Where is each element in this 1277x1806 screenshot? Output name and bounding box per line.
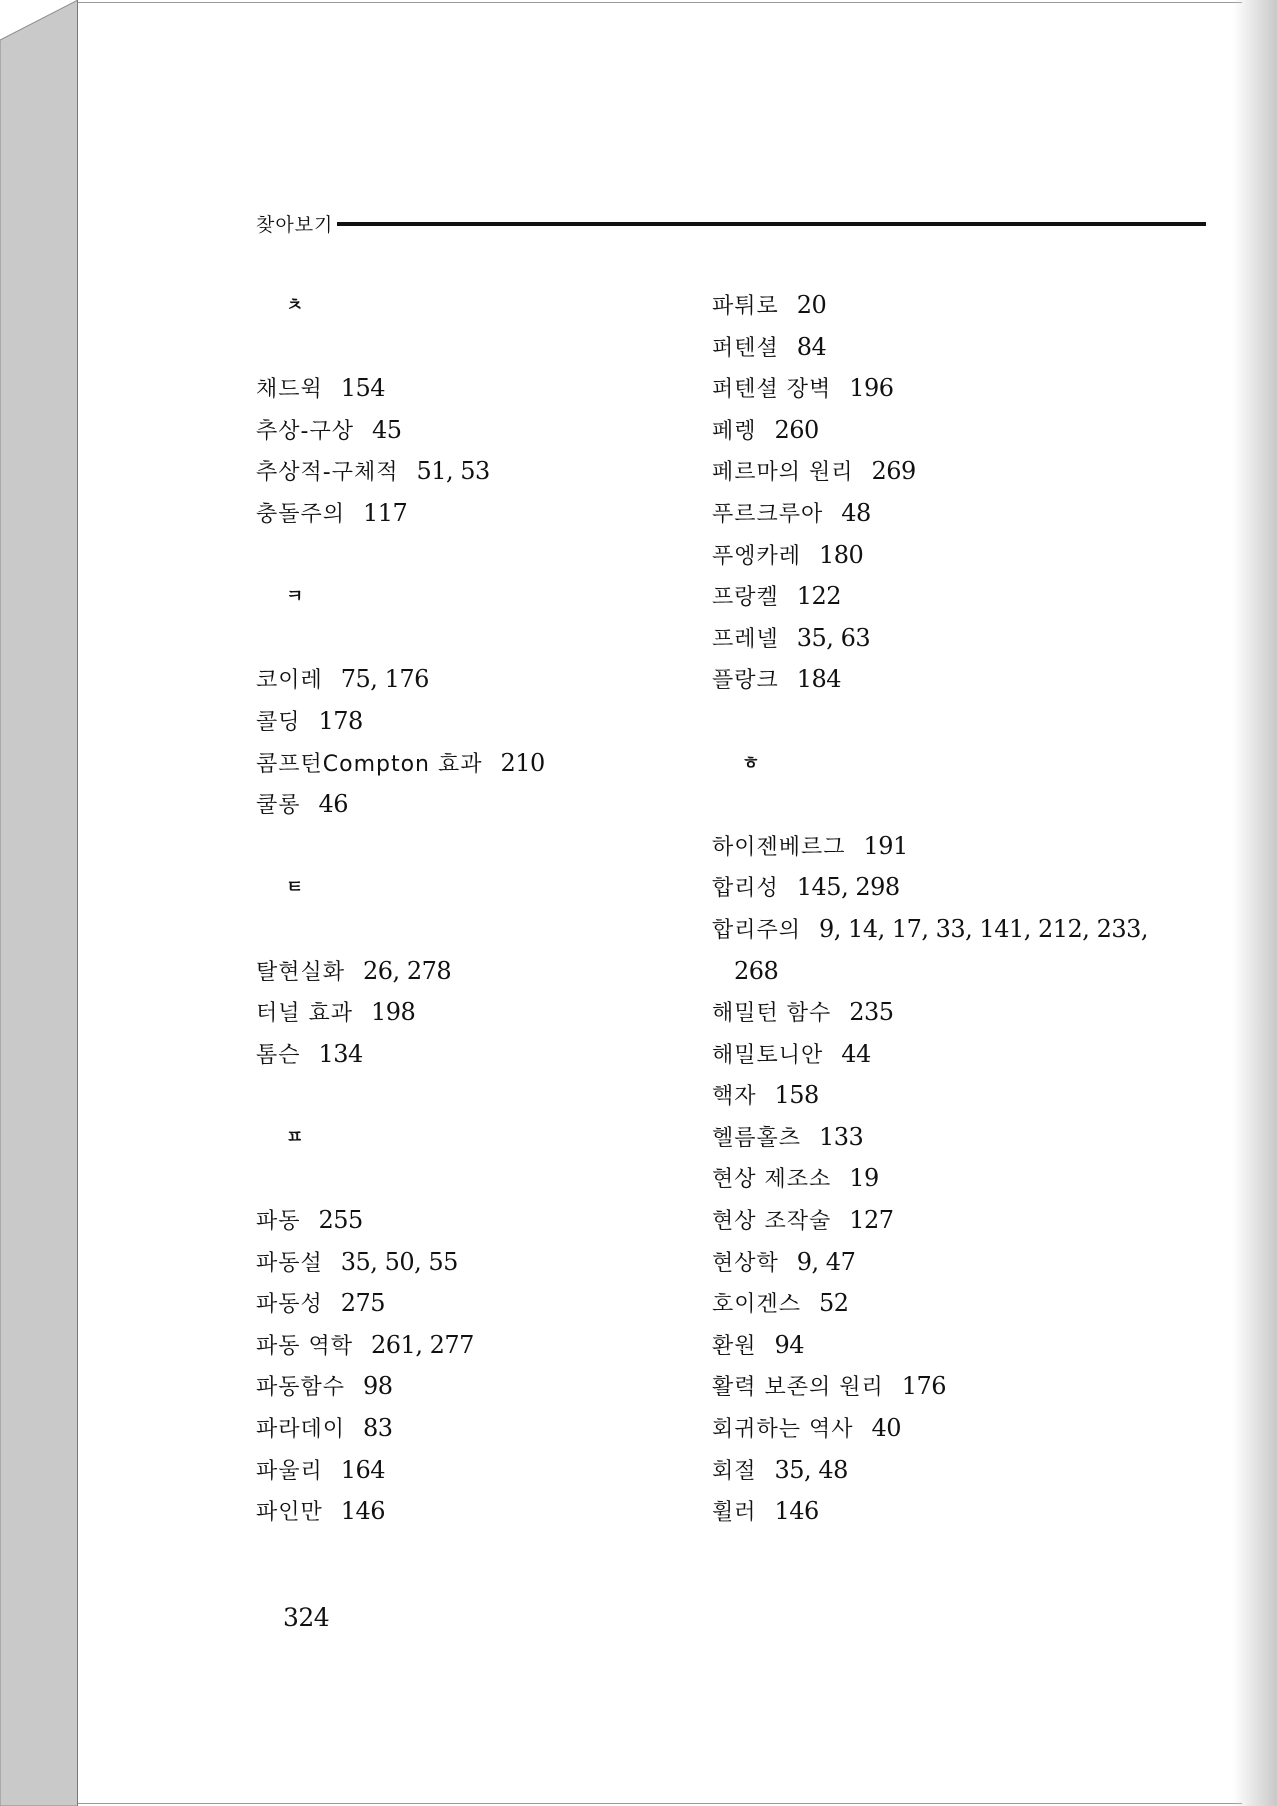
index-entry-term: 푸엥카레 xyxy=(712,543,802,569)
index-entry xyxy=(256,701,696,743)
index-section-heading: ㅎ xyxy=(742,752,759,774)
index-entry xyxy=(712,1075,1232,1117)
index-entry-pages: 164 xyxy=(340,1455,386,1484)
index-entry-continuation xyxy=(712,951,1232,993)
page-number: 324 xyxy=(283,1603,330,1632)
index-entry-pages: 145, 298 xyxy=(796,873,900,902)
index-entry-term: 파동 역학 xyxy=(256,1333,354,1359)
index-entry-term: 하이젠베르그 xyxy=(712,834,846,860)
index-spacer xyxy=(256,1075,696,1117)
index-page xyxy=(78,2,1242,1804)
index-entry xyxy=(256,410,696,452)
index-entry-term: 플랑크 xyxy=(712,668,779,694)
index-entry-term: 합리주의 xyxy=(712,917,802,943)
index-entry-term: 프레넬 xyxy=(712,626,779,652)
index-entry-pages: 260 xyxy=(774,415,819,444)
index-entry-term: 파인만 xyxy=(256,1500,323,1526)
index-entry xyxy=(712,1491,1232,1533)
index-entry xyxy=(256,992,696,1034)
index-entry xyxy=(256,1325,696,1367)
index-entry-pages: 275 xyxy=(340,1289,386,1318)
index-entry-term: 합리성 xyxy=(712,876,779,902)
running-head-rule xyxy=(337,222,1206,226)
index-entry-term: 파동함수 xyxy=(256,1375,346,1401)
index-entry-term: 해밀턴 함수 xyxy=(712,1001,832,1027)
index-entry-pages: 210 xyxy=(500,748,545,777)
index-entry xyxy=(712,327,1232,369)
index-entry-pages: 158 xyxy=(774,1081,819,1110)
index-entry-term: 환원 xyxy=(712,1333,757,1359)
index-entry-pages: 40 xyxy=(871,1414,902,1443)
index-entry xyxy=(256,951,696,993)
index-entry-pages: 83 xyxy=(363,1414,393,1443)
index-entry xyxy=(256,1491,696,1533)
index-entry-term: 현상 조작술 xyxy=(712,1209,832,1235)
index-entry xyxy=(256,1200,696,1242)
index-entry-term: 채드윅 xyxy=(256,377,323,403)
index-entry-pages: 235 xyxy=(849,998,894,1027)
index-entry-pages: 45 xyxy=(371,415,402,444)
index-entry xyxy=(256,1034,696,1076)
index-entry-term: 쿨롱 xyxy=(256,793,301,819)
index-entry xyxy=(712,1117,1232,1159)
index-entry-term: 콤프턴Compton 효과 xyxy=(256,751,483,777)
index-spacer xyxy=(256,618,696,660)
index-entry-term: 콜딩 xyxy=(256,709,301,735)
index-entry-term: 호이겐스 xyxy=(712,1292,802,1318)
index-entry xyxy=(712,826,1232,868)
index-entry-term: 파울리 xyxy=(256,1458,323,1484)
index-section-heading: ㅍ xyxy=(286,1126,303,1148)
index-entry-pages: 35, 63 xyxy=(796,623,871,652)
index-entry xyxy=(712,1325,1232,1367)
index-entry xyxy=(712,1034,1232,1076)
index-spacer xyxy=(256,1158,696,1200)
index-entry xyxy=(256,368,696,410)
index-entry-pages: 176 xyxy=(901,1372,947,1401)
page-edge-shadow xyxy=(1233,0,1277,1806)
index-entry xyxy=(712,909,1232,951)
index-entry xyxy=(712,1450,1232,1492)
index-entry xyxy=(712,1200,1232,1242)
index-spacer xyxy=(712,701,1232,743)
index-entry-pages: 134 xyxy=(318,1039,363,1068)
index-entry-pages: 84 xyxy=(796,332,827,361)
index-entry-pages: 117 xyxy=(363,498,408,527)
index-entry xyxy=(712,1158,1232,1200)
index-spacer xyxy=(256,909,696,951)
index-entry xyxy=(712,535,1232,577)
index-entry-pages: 268 xyxy=(734,956,779,985)
running-head xyxy=(256,208,1206,238)
index-entry-pages: 9, 47 xyxy=(796,1247,856,1276)
index-entry-pages: 98 xyxy=(363,1372,393,1401)
index-entry-pages: 191 xyxy=(863,831,908,860)
running-head-title: 찾아보기 xyxy=(256,213,334,236)
index-entry-pages: 269 xyxy=(871,457,916,486)
index-entry-pages: 127 xyxy=(849,1206,894,1235)
index-entry-pages: 198 xyxy=(371,998,416,1027)
index-entry xyxy=(712,1283,1232,1325)
index-entry-term: 파동성 xyxy=(256,1292,323,1318)
index-entry-pages: 261, 277 xyxy=(371,1330,474,1359)
index-entry-term: 헬름홀츠 xyxy=(712,1125,802,1151)
index-entry xyxy=(256,493,696,535)
index-entry xyxy=(712,285,1232,327)
index-entry xyxy=(712,867,1232,909)
index-entry-term: 페르마의 원리 xyxy=(712,460,854,486)
index-section-heading: ㅌ xyxy=(286,877,303,899)
index-entry-term: 추상적-구체적 xyxy=(256,460,399,486)
index-entry-pages: 35, 50, 55 xyxy=(340,1247,458,1276)
index-spacer xyxy=(712,784,1232,826)
index-entry-term: 핵자 xyxy=(712,1084,757,1110)
index-entry-term: 프랑켈 xyxy=(712,585,779,611)
index-entry-pages: 255 xyxy=(318,1206,363,1235)
index-entry-pages: 35, 48 xyxy=(774,1455,848,1484)
index-entry-term: 회귀하는 역사 xyxy=(712,1417,854,1443)
index-entry-term: 코이레 xyxy=(256,668,323,694)
index-entry xyxy=(712,410,1232,452)
book-spine xyxy=(0,0,78,1806)
index-entry xyxy=(256,784,696,826)
index-entry xyxy=(256,1283,696,1325)
index-entry-pages: 44 xyxy=(841,1039,871,1068)
index-entry-term: 톰슨 xyxy=(256,1042,301,1068)
index-entry xyxy=(712,493,1232,535)
index-entry-term: 현상학 xyxy=(712,1250,779,1276)
index-entry-pages: 94 xyxy=(774,1330,805,1359)
index-section-heading: ㅋ xyxy=(286,586,303,608)
index-entry-pages: 122 xyxy=(796,582,842,611)
index-entry xyxy=(256,743,696,785)
index-entry-term: 터널 효과 xyxy=(256,1001,354,1027)
index-entry-term: 활력 보존의 원리 xyxy=(712,1375,884,1401)
index-entry-pages: 133 xyxy=(819,1122,864,1151)
index-entry-term: 파동 xyxy=(256,1209,301,1235)
index-column-left xyxy=(256,285,696,1533)
index-entry-term: 파튀로 xyxy=(712,294,779,319)
index-entry-term: 충돌주의 xyxy=(256,501,346,527)
index-entry-term: 추상-구상 xyxy=(256,418,354,444)
index-entry xyxy=(712,659,1232,701)
index-entry-term: 퍼텐셜 xyxy=(712,335,779,361)
index-entry-pages: 51, 53 xyxy=(416,457,490,486)
index-entry xyxy=(712,1242,1232,1284)
index-entry-term: 파동설 xyxy=(256,1250,323,1276)
index-spacer xyxy=(256,327,696,369)
index-entry-term: 푸르크루아 xyxy=(712,501,824,527)
index-entry xyxy=(256,659,696,701)
index-entry-term: 퍼텐셜 장벽 xyxy=(712,377,832,403)
index-entry-pages: 180 xyxy=(819,540,864,569)
index-entry xyxy=(256,1408,696,1450)
index-entry-pages: 146 xyxy=(340,1497,386,1526)
index-entry-pages: 48 xyxy=(841,498,871,527)
index-entry xyxy=(256,1242,696,1284)
index-entry-pages: 184 xyxy=(796,665,842,694)
index-entry-pages: 75, 176 xyxy=(340,665,429,694)
index-entry-pages: 19 xyxy=(849,1164,879,1193)
index-entry xyxy=(712,368,1232,410)
index-column-right xyxy=(712,285,1232,1533)
index-entry-term: 탈현실화 xyxy=(256,959,346,985)
index-entry-term: 휠러 xyxy=(712,1500,757,1526)
index-entry xyxy=(712,451,1232,493)
index-entry-pages: 154 xyxy=(340,374,386,403)
index-section-heading: ㅊ xyxy=(286,295,303,316)
index-entry-pages: 46 xyxy=(318,790,349,819)
index-spacer xyxy=(256,826,696,868)
index-entry-term: 회절 xyxy=(712,1458,757,1484)
index-entry-pages: 52 xyxy=(819,1289,849,1318)
index-entry-pages: 178 xyxy=(318,706,363,735)
index-entry-term: 파라데이 xyxy=(256,1417,346,1443)
index-entry-pages: 20 xyxy=(796,291,827,319)
index-spacer xyxy=(256,535,696,577)
index-entry xyxy=(256,451,696,493)
index-entry xyxy=(256,1366,696,1408)
index-entry-term: 현상 제조소 xyxy=(712,1167,832,1193)
index-entry-pages: 196 xyxy=(849,374,894,403)
index-entry xyxy=(256,1450,696,1492)
index-entry-pages: 146 xyxy=(774,1497,819,1526)
index-entry-pages: 26, 278 xyxy=(363,956,452,985)
index-entry-term: 페렝 xyxy=(712,418,757,444)
index-entry xyxy=(712,1366,1232,1408)
index-entry-term: 해밀토니안 xyxy=(712,1042,824,1068)
index-entry xyxy=(712,618,1232,660)
index-entry-pages: 9, 14, 17, 33, 141, 212, 233, xyxy=(819,914,1149,943)
index-entry xyxy=(712,992,1232,1034)
index-entry xyxy=(712,1408,1232,1450)
index-entry xyxy=(712,576,1232,618)
